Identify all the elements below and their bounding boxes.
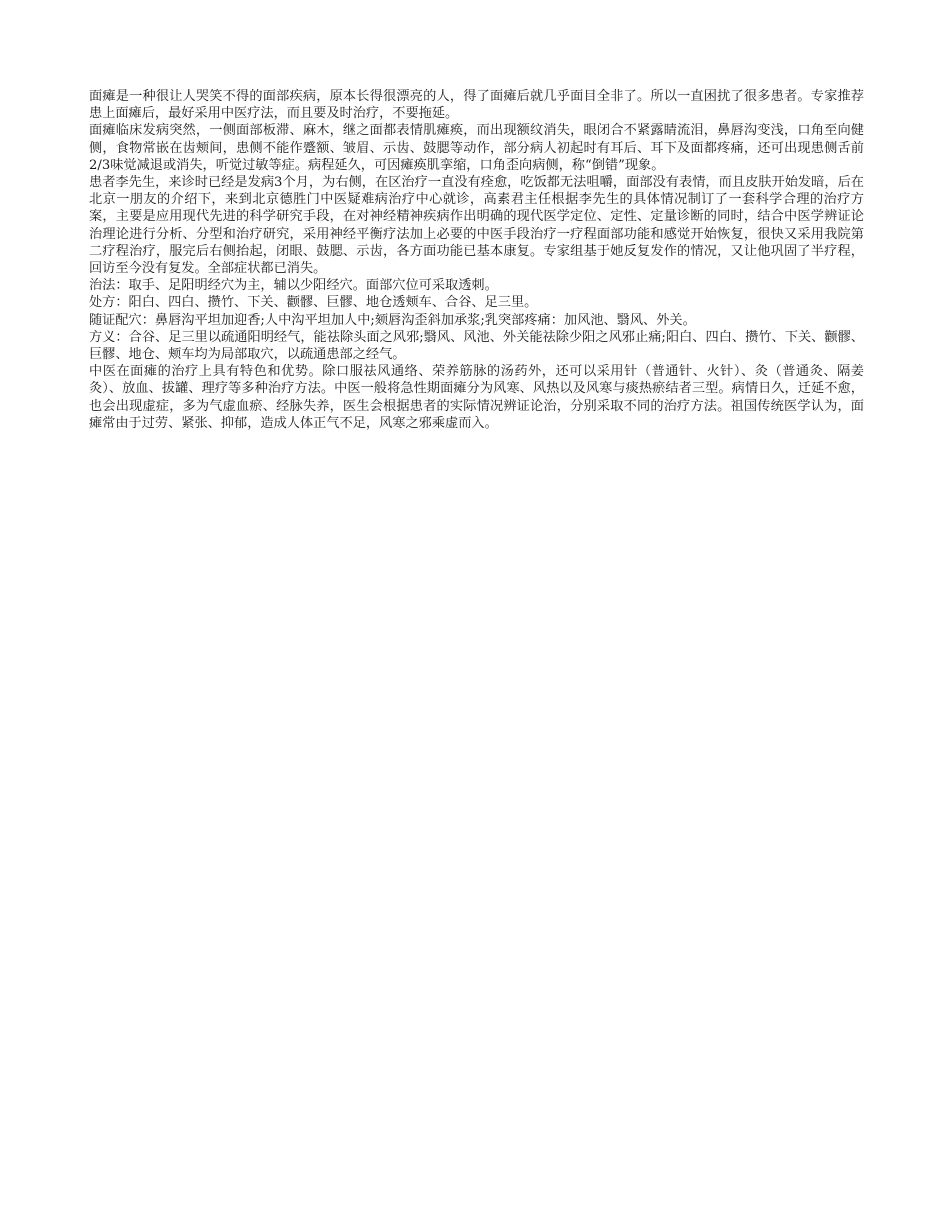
paragraph-intro: 面瘫是一种很让人哭笑不得的面部疾病，原本长得很漂亮的人，得了面瘫后就几乎面目全非了。所以一直困扰了很多患者。专家推荐患上面瘫后，最好采用中医疗法，而且要及时治疗，不要拖延。: [89, 89, 864, 122]
paragraph-tcm-overview: 中医在面瘫的治疗上具有特色和优势。除口服祛风通络、荣养筋脉的汤药外，还可以采用针（普通针、火针）、灸（普通灸、隔姜灸）、放血、拔罐、理疗等多种治疗方法。中医一般将急性期面瘫分为风寒、风热以及风寒与痰热瘀结者三型。病情日久，迁延不愈，也会出现虚症，多为气虚血瘀、经脉失养，医生会根据患者的实际情况辨证论治，分别采取不同的治疗方法。祖国传统医学认为，面瘫常由于过劳、紧张、抑郁，造成人体正气不足，风寒之邪乘虚而入。: [89, 364, 864, 431]
paragraph-treatment-principle: 治法：取手、足阳明经穴为主，辅以少阳经穴。面部穴位可采取透刺。: [89, 278, 498, 294]
paragraph-symptoms: 面瘫临床发病突然，一侧面部板滞、麻木，继之面都表情肌瘫痪，而出现额纹消失，眼闭合不紧露睛流泪，鼻唇沟变浅，口角至向健侧，食物常嵌在齿颊间，患侧不能作蹙额、皱眉、示齿、鼓腮等动作，部分病人初起时有耳后、耳下及面都疼痛，还可出现患侧舌前2/3味觉减退或消失，听觉过敏等症。病程延久，可因瘫痪肌挛缩，口角歪向病侧，称“倒错”现象。: [89, 123, 864, 173]
paragraph-prescription: 处方：阳白、四白、攒竹、下关、颧髎、巨髎、地仓透颊车、合谷、足三里。: [89, 295, 538, 311]
paragraph-rationale: 方义：合谷、足三里以疏通阳明经气，能祛除头面之风邪;翳风、风池、外关能祛除少阳之风邪止痛;阳白、四白、攒竹、下关、颧髎、巨髎、地仓、颊车均为局部取穴，以疏通患部之经气。: [89, 329, 864, 363]
paragraph-supplementary-points: 随证配穴：鼻唇沟平坦加迎香;人中沟平坦加人中;颏唇沟歪斜加承浆;乳突部疼痛：加风池、翳风、外关。: [89, 312, 696, 328]
paragraph-case-study: 患者李先生，来诊时已经是发病3个月，为右侧，在区治疗一直没有痊愈，吃饭都无法咀嚼，面部没有表情，而且皮肤开始发暗，后在北京一朋友的介绍下，来到北京德胜门中医疑难病治疗中心就诊，高素君主任根据李先生的具体情况制订了一套科学合理的治疗方案，主要是应用现代先进的科学研究手段，在对神经精神疾病作出明确的现代医学定位、定性、定量诊断的同时，结合中医学辨证论治理论进行分析、分型和治疗研究，采用神经平衡疗法加上必要的中医手段治疗一疗程面部功能和感觉开始恢复，很快又采用我院第二疗程治疗，服完后右侧抬起，闭眼、鼓腮、示齿，各方面功能已基本康复。专家组基于她反复发作的情况，又让他巩固了半疗程，回访至今没有复发。全部症状都已消失。: [89, 175, 864, 277]
document-body: [89, 88, 864, 432]
